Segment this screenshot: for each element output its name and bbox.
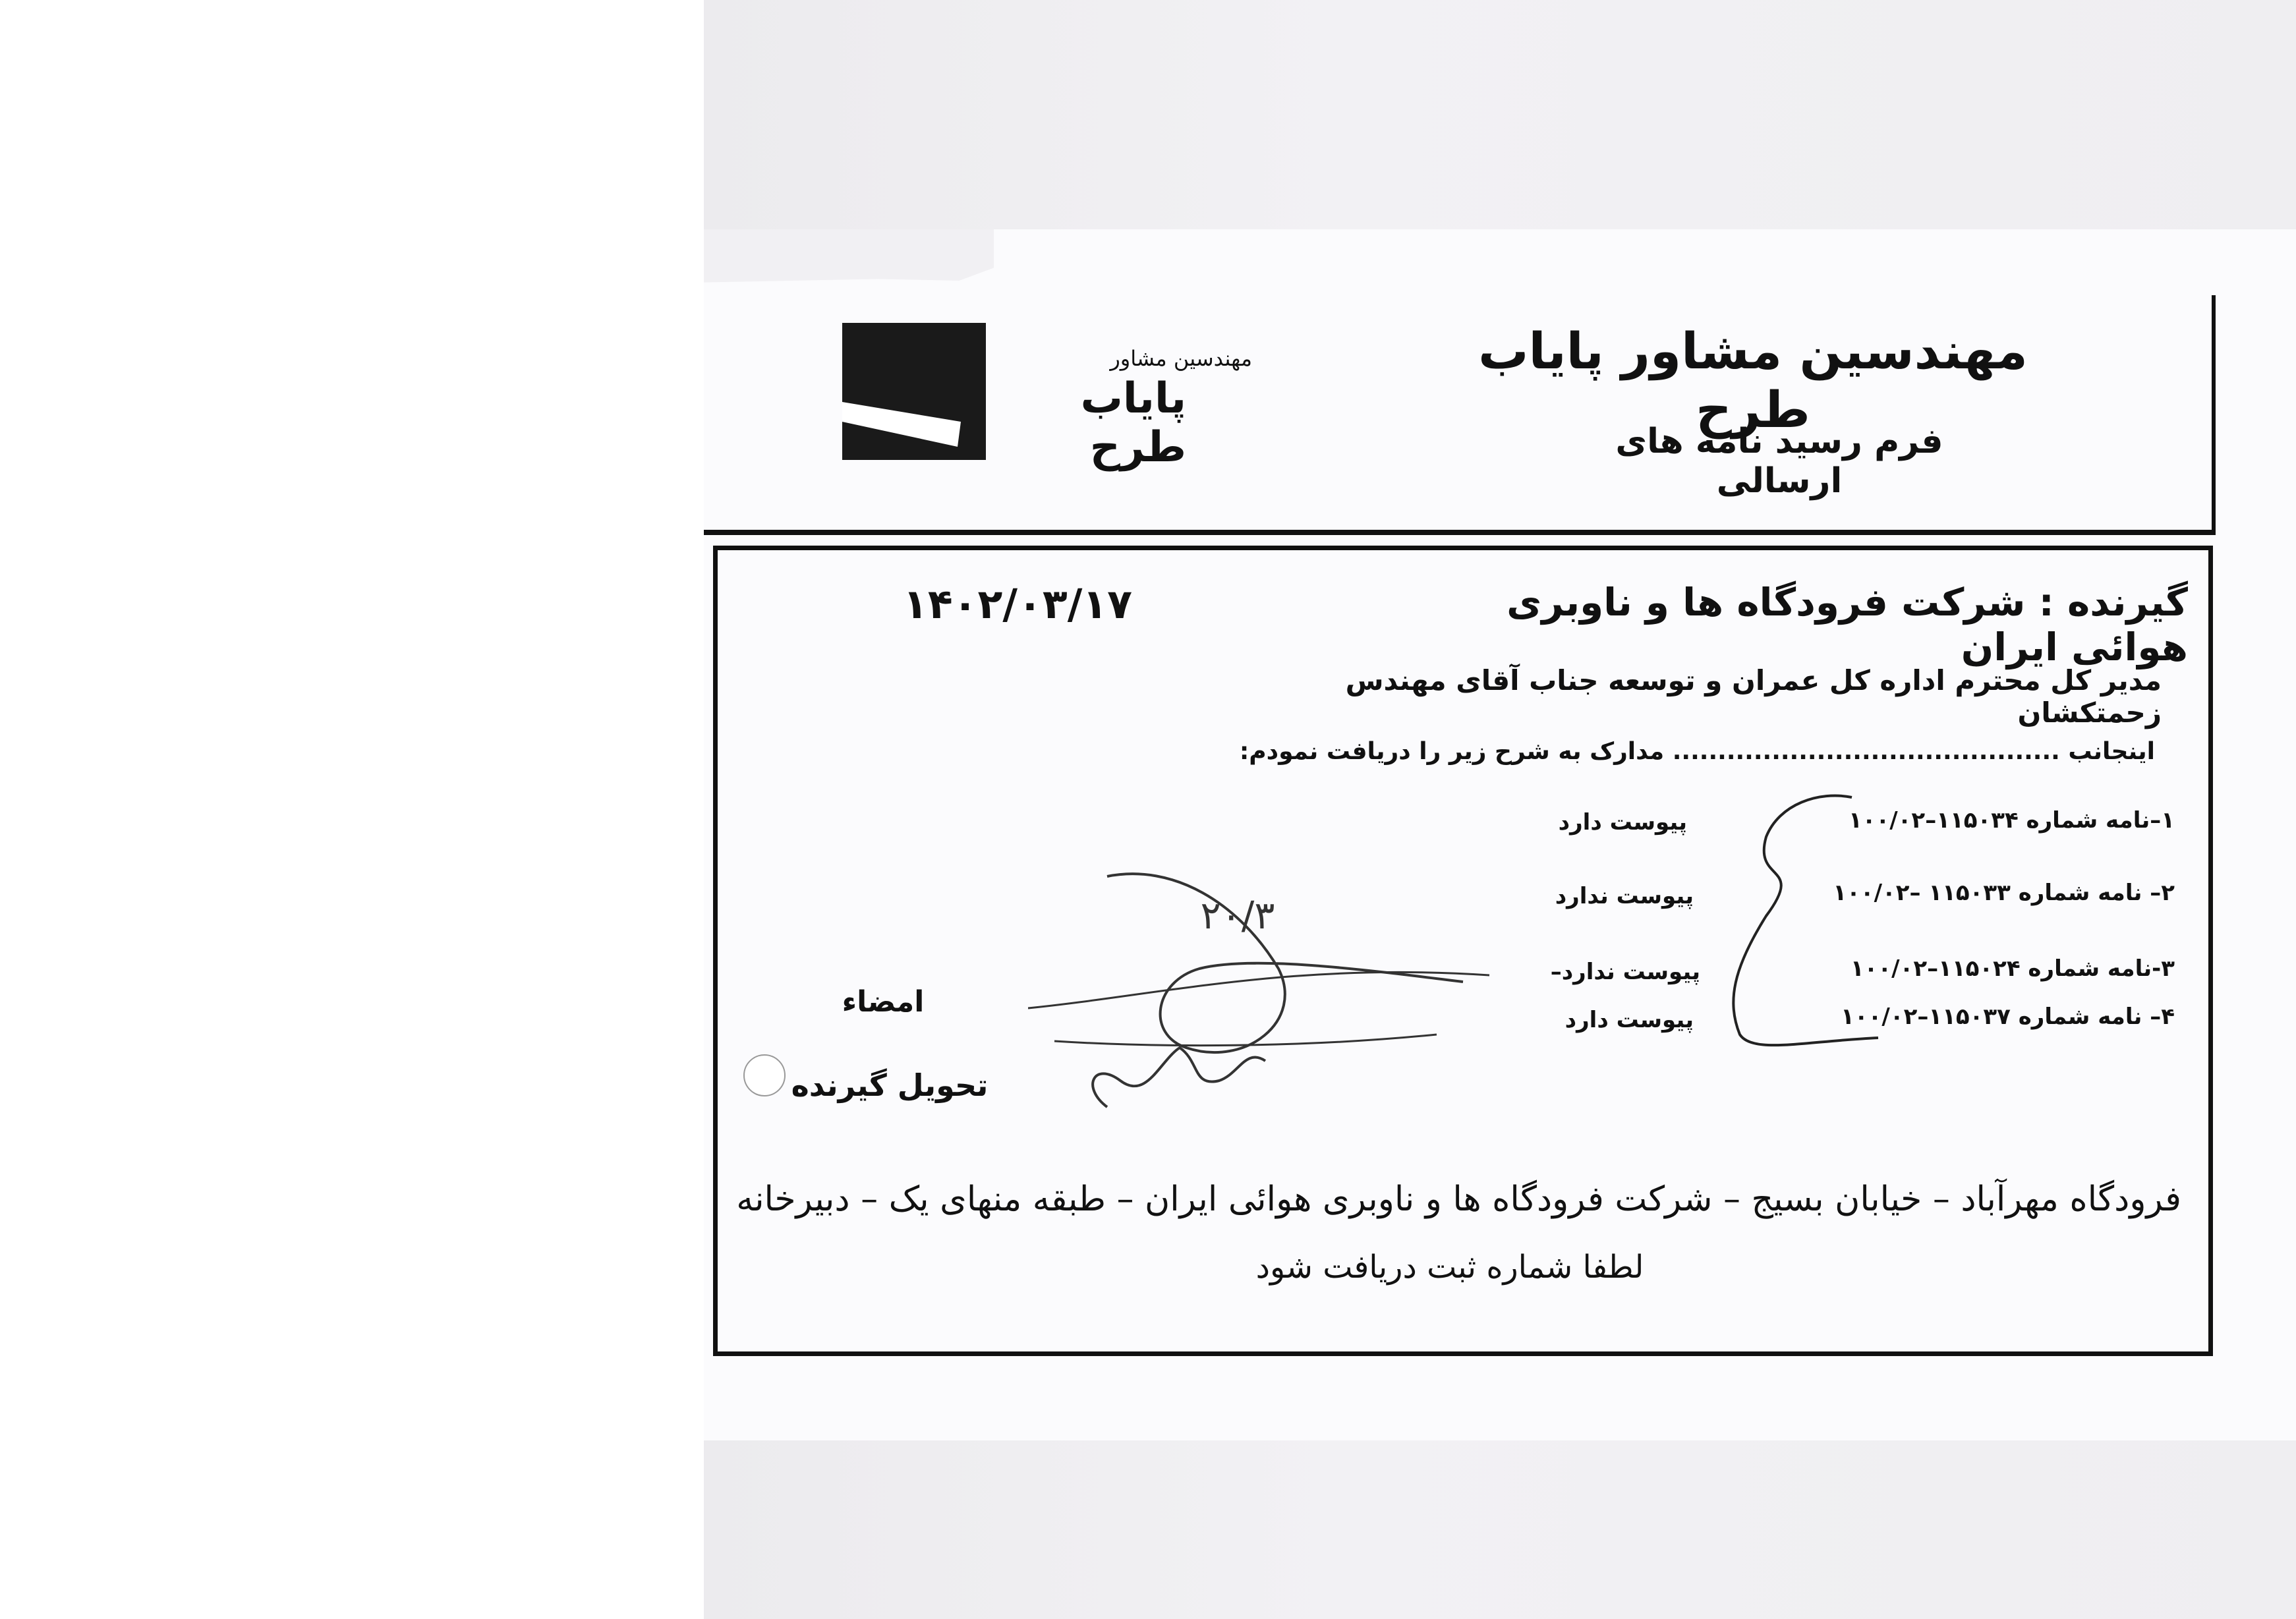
attachment-status: پیوست دارد <box>1564 1007 1694 1033</box>
logo-wordmark: پایاب طرح <box>1080 374 1186 472</box>
registration-note: لطفا شماره ثبت دریافت شود <box>1255 1249 1644 1286</box>
attachment-status: پیوست دارد <box>1558 809 1687 836</box>
company-name: مهندسین مشاور پایاب طرح <box>1478 322 2028 439</box>
attachment-status: پیوست ندارد– <box>1550 959 1700 985</box>
signature-label: امضاء <box>842 985 925 1019</box>
recipient-line: گیرنده : شرکت فرودگاه ها و ناوبری هوائی ایران <box>1507 580 2188 669</box>
letter-reference: ۱–نامه شماره ۱۱۵۰۳۴–۱۰۰/۰۲ <box>1849 807 2175 834</box>
attachment-status: پیوست ندارد <box>1555 883 1694 909</box>
company-logo-icon <box>842 323 986 460</box>
letter-reference: ۲– نامه شماره ۱۱۵۰۳۳ –۱۰۰/۰۲ <box>1833 880 2175 906</box>
signature-scribble <box>1028 850 1529 1127</box>
letter-reference: ۴– نامه شماره ۱۱۵۰۳۷–۱۰۰/۰۲ <box>1841 1004 2175 1030</box>
bracket-mark <box>1713 784 1885 1061</box>
receiver-label: تحویل گیرنده <box>791 1067 989 1103</box>
punch-hole <box>743 1054 786 1096</box>
addressee-line: مدیر کل محترم اداره کل عمران و توسعه جناب آقای مهندس زحمتکشان <box>1345 664 2162 729</box>
acknowledgement-line: اینجانب ........................................... مدارک به شرح زیر را دریافت نمودم: <box>1239 738 2155 765</box>
delivery-address: فرودگاه مهرآباد – خیابان بسیج – شرکت فرودگاه ها و ناوبری هوائی ایران – طبقه منهای یک – دبیرخانه <box>736 1179 2181 1219</box>
logo-caption: مهندسین مشاور <box>1110 346 1252 371</box>
handwritten-note: ۲۰/۳ <box>1200 893 1275 938</box>
letter-reference: ۳-نامه شماره ۱۱۵۰۲۴–۱۰۰/۰۲ <box>1850 955 2175 982</box>
form-title: فرم رسید نامه های ارسالی <box>1615 422 1943 501</box>
letter-date: ۱۴۰۲/۰۳/۱۷ <box>903 580 1133 628</box>
